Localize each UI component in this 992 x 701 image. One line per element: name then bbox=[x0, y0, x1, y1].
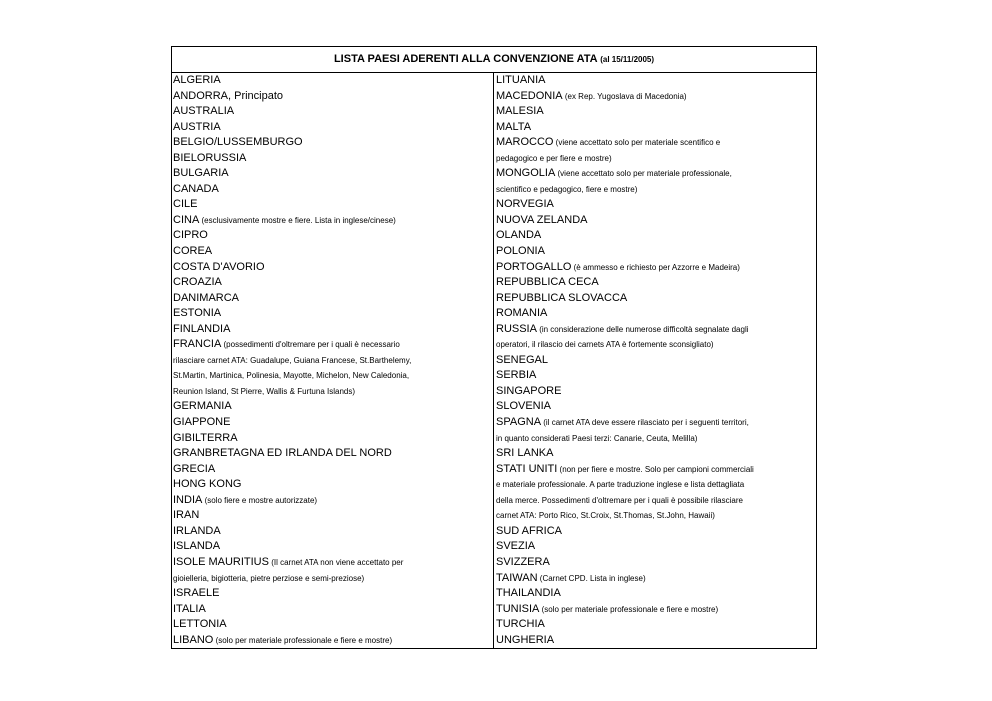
country-name: MONGOLIA bbox=[496, 167, 556, 180]
country-name: UNGHERIA bbox=[496, 633, 555, 646]
country-line bbox=[172, 539, 493, 555]
country-line bbox=[172, 399, 493, 415]
country-line bbox=[172, 306, 493, 322]
country-note: (viene accettato solo per materiale scentifico e bbox=[553, 138, 721, 148]
country-name: CINA bbox=[173, 213, 200, 226]
country-name: REPUBBLICA SLOVACCA bbox=[496, 291, 628, 304]
title-date: (al 15/11/2005) bbox=[600, 55, 655, 64]
country-line bbox=[494, 462, 816, 478]
country-name: TUNISIA bbox=[496, 602, 540, 615]
country-name: AUSTRALIA bbox=[173, 105, 235, 118]
country-list-table bbox=[171, 46, 817, 649]
country-line bbox=[172, 617, 493, 633]
country-note: (in considerazione delle numerose difficoltà segnalate dagli bbox=[536, 324, 749, 334]
country-line bbox=[172, 322, 493, 338]
country-note: (è ammesso e richiesto per Azzorre e Madeira) bbox=[571, 262, 740, 272]
country-name: TURCHIA bbox=[496, 618, 545, 631]
country-note: in quanto considerati Paesi terzi: Canarie, Ceuta, Melilla) bbox=[496, 433, 698, 443]
country-line bbox=[494, 166, 816, 182]
country-line bbox=[172, 633, 493, 649]
country-line bbox=[494, 182, 816, 198]
country-note: (non per fiere e mostre. Solo per campioni commerciali bbox=[557, 464, 754, 474]
country-line bbox=[494, 602, 816, 618]
country-line bbox=[494, 135, 816, 151]
country-name: ISRAELE bbox=[173, 587, 220, 600]
country-note: pedagogico e per fiere e mostre) bbox=[496, 153, 612, 163]
country-line bbox=[494, 477, 816, 493]
country-name: CROAZIA bbox=[173, 276, 222, 289]
country-name: ITALIA bbox=[173, 602, 206, 615]
country-line bbox=[172, 571, 493, 587]
country-name: RUSSIA bbox=[496, 322, 537, 335]
country-line bbox=[172, 228, 493, 244]
country-name: ANDORRA, Principato bbox=[173, 89, 284, 102]
country-name: COREA bbox=[173, 245, 213, 258]
country-name: ROMANIA bbox=[496, 307, 548, 320]
country-line bbox=[172, 508, 493, 524]
country-line bbox=[172, 477, 493, 493]
country-name: SVEZIA bbox=[496, 540, 536, 553]
country-note: scientifico e pedagogico, fiere e mostre) bbox=[496, 184, 638, 194]
country-line bbox=[172, 151, 493, 167]
country-name: SLOVENIA bbox=[496, 400, 552, 413]
country-line bbox=[494, 586, 816, 602]
country-line bbox=[172, 524, 493, 540]
left-column bbox=[172, 73, 494, 648]
country-line bbox=[172, 384, 493, 400]
country-note: Reunion Island, St Pierre, Wallis & Furtuna Islands) bbox=[173, 386, 356, 396]
country-name: SPAGNA bbox=[496, 416, 542, 429]
country-note: (solo per materiale professionale e fiere e mostre) bbox=[213, 635, 393, 645]
country-line bbox=[494, 275, 816, 291]
country-line bbox=[494, 89, 816, 105]
country-name: SVIZZERA bbox=[496, 555, 550, 568]
country-note: (solo per materiale professionale e fiere e mostre) bbox=[539, 604, 719, 614]
country-line bbox=[172, 337, 493, 353]
country-name: MALTA bbox=[496, 120, 532, 133]
country-line bbox=[494, 633, 816, 649]
right-column bbox=[494, 73, 816, 648]
country-name: SERBIA bbox=[496, 369, 537, 382]
country-line bbox=[494, 524, 816, 540]
country-name: SRI LANKA bbox=[496, 447, 554, 460]
country-note: (viene accettato solo per materiale professionale, bbox=[555, 169, 732, 179]
country-line bbox=[494, 415, 816, 431]
country-line bbox=[494, 617, 816, 633]
country-line bbox=[494, 120, 816, 136]
country-line bbox=[494, 493, 816, 509]
country-line bbox=[494, 368, 816, 384]
country-name: SINGAPORE bbox=[496, 384, 562, 397]
country-line bbox=[172, 368, 493, 384]
columns bbox=[172, 73, 816, 648]
country-line bbox=[172, 353, 493, 369]
country-line bbox=[172, 89, 493, 105]
country-line bbox=[172, 446, 493, 462]
country-line bbox=[494, 228, 816, 244]
country-note: rilasciare carnet ATA: Guadalupe, Guiana Francese, St.Barthelemy, bbox=[173, 355, 412, 365]
country-line bbox=[494, 399, 816, 415]
country-name: ALGERIA bbox=[173, 74, 221, 86]
country-line bbox=[172, 213, 493, 229]
country-name: MAROCCO bbox=[496, 136, 554, 149]
country-name: ESTONIA bbox=[173, 307, 222, 320]
country-line bbox=[494, 337, 816, 353]
country-line bbox=[172, 182, 493, 198]
country-name: PORTOGALLO bbox=[496, 260, 572, 273]
country-note: carnet ATA: Porto Rico, St.Croix, St.Thomas, St.John, Hawaii) bbox=[496, 511, 715, 521]
country-note: (Il carnet ATA non viene accettato per bbox=[268, 557, 404, 567]
country-line bbox=[172, 166, 493, 182]
country-line bbox=[172, 135, 493, 151]
country-name: LIBANO bbox=[173, 633, 214, 646]
country-line bbox=[494, 322, 816, 338]
country-line bbox=[172, 120, 493, 136]
country-name: NORVEGIA bbox=[496, 198, 554, 211]
country-name: AUSTRIA bbox=[173, 120, 221, 133]
country-note: della merce. Possedimenti d'oltremare per i quali è possibile rilasciare bbox=[496, 495, 743, 505]
country-line bbox=[494, 353, 816, 369]
country-name: TAIWAN bbox=[496, 571, 538, 584]
country-note: (possedimenti d'oltremare per i quali è necessario bbox=[221, 340, 400, 350]
country-name: THAILANDIA bbox=[496, 587, 561, 600]
country-name: SUD AFRICA bbox=[496, 524, 563, 537]
country-name: BELGIO/LUSSEMBURGO bbox=[173, 136, 303, 149]
country-line bbox=[494, 291, 816, 307]
country-name: CILE bbox=[173, 198, 198, 211]
country-line bbox=[494, 384, 816, 400]
country-line bbox=[172, 462, 493, 478]
country-name: SENEGAL bbox=[496, 353, 548, 366]
country-name: LITUANIA bbox=[496, 74, 546, 86]
country-line bbox=[494, 244, 816, 260]
country-name: MALESIA bbox=[496, 105, 544, 118]
country-name: GRECIA bbox=[173, 462, 216, 475]
country-line bbox=[494, 151, 816, 167]
country-line bbox=[172, 602, 493, 618]
country-name: STATI UNITI bbox=[496, 462, 558, 475]
country-line bbox=[494, 213, 816, 229]
country-name: BULGARIA bbox=[173, 167, 229, 180]
country-name: CANADA bbox=[173, 182, 219, 195]
country-name: NUOVA ZELANDA bbox=[496, 213, 588, 226]
country-name: COSTA D'AVORIO bbox=[173, 260, 265, 273]
country-name: GRANBRETAGNA ED IRLANDA DEL NORD bbox=[173, 447, 392, 460]
country-line bbox=[172, 291, 493, 307]
table-title: LISTA PAESI ADERENTI ALLA CONVENZIONE ATA bbox=[333, 53, 598, 65]
country-name: MACEDONIA bbox=[496, 89, 563, 102]
country-name: FRANCIA bbox=[173, 338, 222, 351]
country-name: IRLANDA bbox=[173, 524, 221, 537]
table-title-row bbox=[172, 47, 816, 73]
country-note: (Carnet CPD. Lista in inglese) bbox=[537, 573, 646, 583]
country-line bbox=[172, 197, 493, 213]
country-name: DANIMARCA bbox=[173, 291, 240, 304]
country-note: St.Martin, Martinica, Polinesia, Mayotte, Michelon, New Caledonia, bbox=[173, 371, 410, 381]
country-name: OLANDA bbox=[496, 229, 542, 242]
country-line bbox=[494, 73, 816, 89]
country-line bbox=[494, 555, 816, 571]
country-name: GIBILTERRA bbox=[173, 431, 238, 444]
country-line bbox=[172, 73, 493, 89]
country-line bbox=[494, 104, 816, 120]
country-line bbox=[494, 508, 816, 524]
country-name: GIAPPONE bbox=[173, 416, 231, 429]
country-line bbox=[494, 571, 816, 587]
country-line bbox=[172, 586, 493, 602]
country-name: BIELORUSSIA bbox=[173, 151, 247, 164]
country-note: e materiale professionale. A parte traduzione inglese e lista dettagliata bbox=[496, 480, 745, 490]
country-line bbox=[494, 539, 816, 555]
country-note: operatori, il rilascio dei carnets ATA è fortemente sconsigliato) bbox=[496, 340, 714, 350]
country-line bbox=[494, 306, 816, 322]
country-line bbox=[172, 244, 493, 260]
country-line bbox=[172, 104, 493, 120]
country-name: ISOLE MAURITIUS bbox=[173, 555, 269, 568]
country-name: REPUBBLICA CECA bbox=[496, 276, 599, 289]
country-name: CIPRO bbox=[173, 229, 208, 242]
country-name: IRAN bbox=[173, 509, 200, 522]
country-line bbox=[494, 431, 816, 447]
country-line bbox=[494, 197, 816, 213]
country-note: (il carnet ATA deve essere rilasciato per i seguenti territori, bbox=[541, 418, 749, 428]
country-line bbox=[172, 260, 493, 276]
country-name: FINLANDIA bbox=[173, 322, 231, 335]
country-line bbox=[172, 555, 493, 571]
country-note: (ex Rep. Yugoslava di Macedonia) bbox=[562, 91, 687, 101]
country-line bbox=[172, 431, 493, 447]
country-name: HONG KONG bbox=[173, 478, 242, 491]
country-name: ISLANDA bbox=[173, 540, 221, 553]
country-note: (esclusivamente mostre e fiere. Lista in inglese/cinese) bbox=[199, 215, 396, 225]
country-name: LETTONIA bbox=[173, 618, 227, 631]
country-line bbox=[494, 446, 816, 462]
country-line bbox=[172, 275, 493, 291]
country-line bbox=[494, 260, 816, 276]
country-line bbox=[172, 415, 493, 431]
country-note: gioielleria, bigiotteria, pietre perziose e semi-preziose) bbox=[173, 573, 365, 583]
country-line bbox=[172, 493, 493, 509]
country-name: POLONIA bbox=[496, 245, 545, 258]
country-name: INDIA bbox=[173, 493, 203, 506]
country-name: GERMANIA bbox=[173, 400, 232, 413]
country-note: (solo fiere e mostre autorizzate) bbox=[202, 495, 318, 505]
